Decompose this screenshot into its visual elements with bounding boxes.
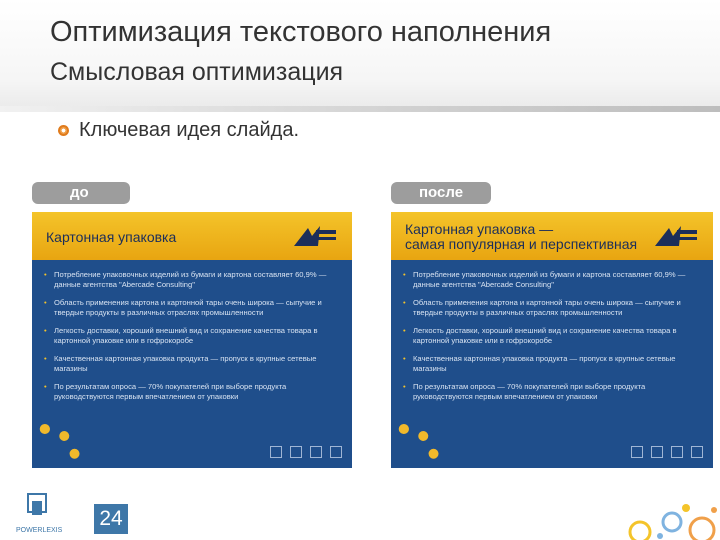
after-slide-title-line2: самая популярная и перспективная xyxy=(405,236,638,252)
company-logo-icon xyxy=(292,224,338,248)
page-subtitle: Смысловая оптимизация xyxy=(50,58,344,86)
powerlexis-logo-icon xyxy=(16,492,56,522)
key-idea-text: Ключевая идея слайда. xyxy=(79,118,299,141)
list-item: • Легкость доставки, хороший внешний вид и сохранение качества товара в картонной упаковке или в гофрокоробе xyxy=(401,326,699,346)
after-slide-title-line1: Картонная упаковка — xyxy=(405,221,554,237)
page-title: Оптимизация текстового наполнения xyxy=(50,16,552,48)
list-item: • Качественная картонная упаковка продукта — пропуск в крупные сетевые магазины xyxy=(401,354,699,374)
list-item: • Легкость доставки, хороший внешний вид и сохранение качества товара в картонной упаковке или в гофрокоробе xyxy=(42,326,338,346)
slide-nav-icon xyxy=(330,446,342,458)
list-item: • Потребление упаковочных изделий из бумаги и картона составляет 60,9% — данные агентства "Abercade Consulting" xyxy=(42,270,338,290)
page-number-badge: 24 xyxy=(94,504,128,534)
slide-nav-icon xyxy=(691,446,703,458)
slide-nav-icon xyxy=(651,446,663,458)
bullet-icon xyxy=(58,125,69,136)
slide-nav-icon xyxy=(310,446,322,458)
list-item: • По результатам опроса — 70% покупателей при выборе продукта руководствуются первым впечатлением от упаковки xyxy=(401,382,699,402)
key-idea-bullet xyxy=(58,118,299,142)
slide-nav-icon xyxy=(290,446,302,458)
slide-nav-icon xyxy=(631,446,643,458)
decorative-stars-icon xyxy=(610,500,720,540)
list-item: • Область применения картона и картонной тары очень широка — сыпучие и твердые продукты в различных отраслях промышленности xyxy=(401,298,699,318)
slide-footer-icons xyxy=(631,446,703,458)
before-slide-bullets xyxy=(32,270,348,410)
after-slide-bullets xyxy=(391,270,709,410)
list-item: • По результатам опроса — 70% покупателей при выборе продукта руководствуются первым впечатлением от упаковки xyxy=(42,382,338,402)
after-tab: после xyxy=(391,182,491,204)
list-item: • Потребление упаковочных изделий из бумаги и картона составляет 60,9% — данные агентства "Abercade Consulting" xyxy=(401,270,699,290)
before-tab: до xyxy=(32,182,130,204)
gear-icon xyxy=(391,424,439,468)
after-slide-panel xyxy=(391,212,713,468)
powerlexis-brand-text: POWERLEXIS xyxy=(16,527,63,534)
after-slide-title xyxy=(405,222,637,252)
list-item: • Область применения картона и картонной тары очень широка — сыпучие и твердые продукты в различных отраслях промышленности xyxy=(42,298,338,318)
powerlexis-logo xyxy=(16,492,63,536)
before-slide-panel xyxy=(32,212,352,468)
company-logo-icon xyxy=(653,224,699,248)
list-item: • Качественная картонная упаковка продукта — пропуск в крупные сетевые магазины xyxy=(42,354,338,374)
slide-nav-icon xyxy=(270,446,282,458)
gear-icon xyxy=(32,424,80,468)
header-divider xyxy=(0,106,720,112)
slide-nav-icon xyxy=(671,446,683,458)
slide-footer-icons xyxy=(270,446,342,458)
before-slide-title: Картонная упаковка xyxy=(46,229,177,245)
